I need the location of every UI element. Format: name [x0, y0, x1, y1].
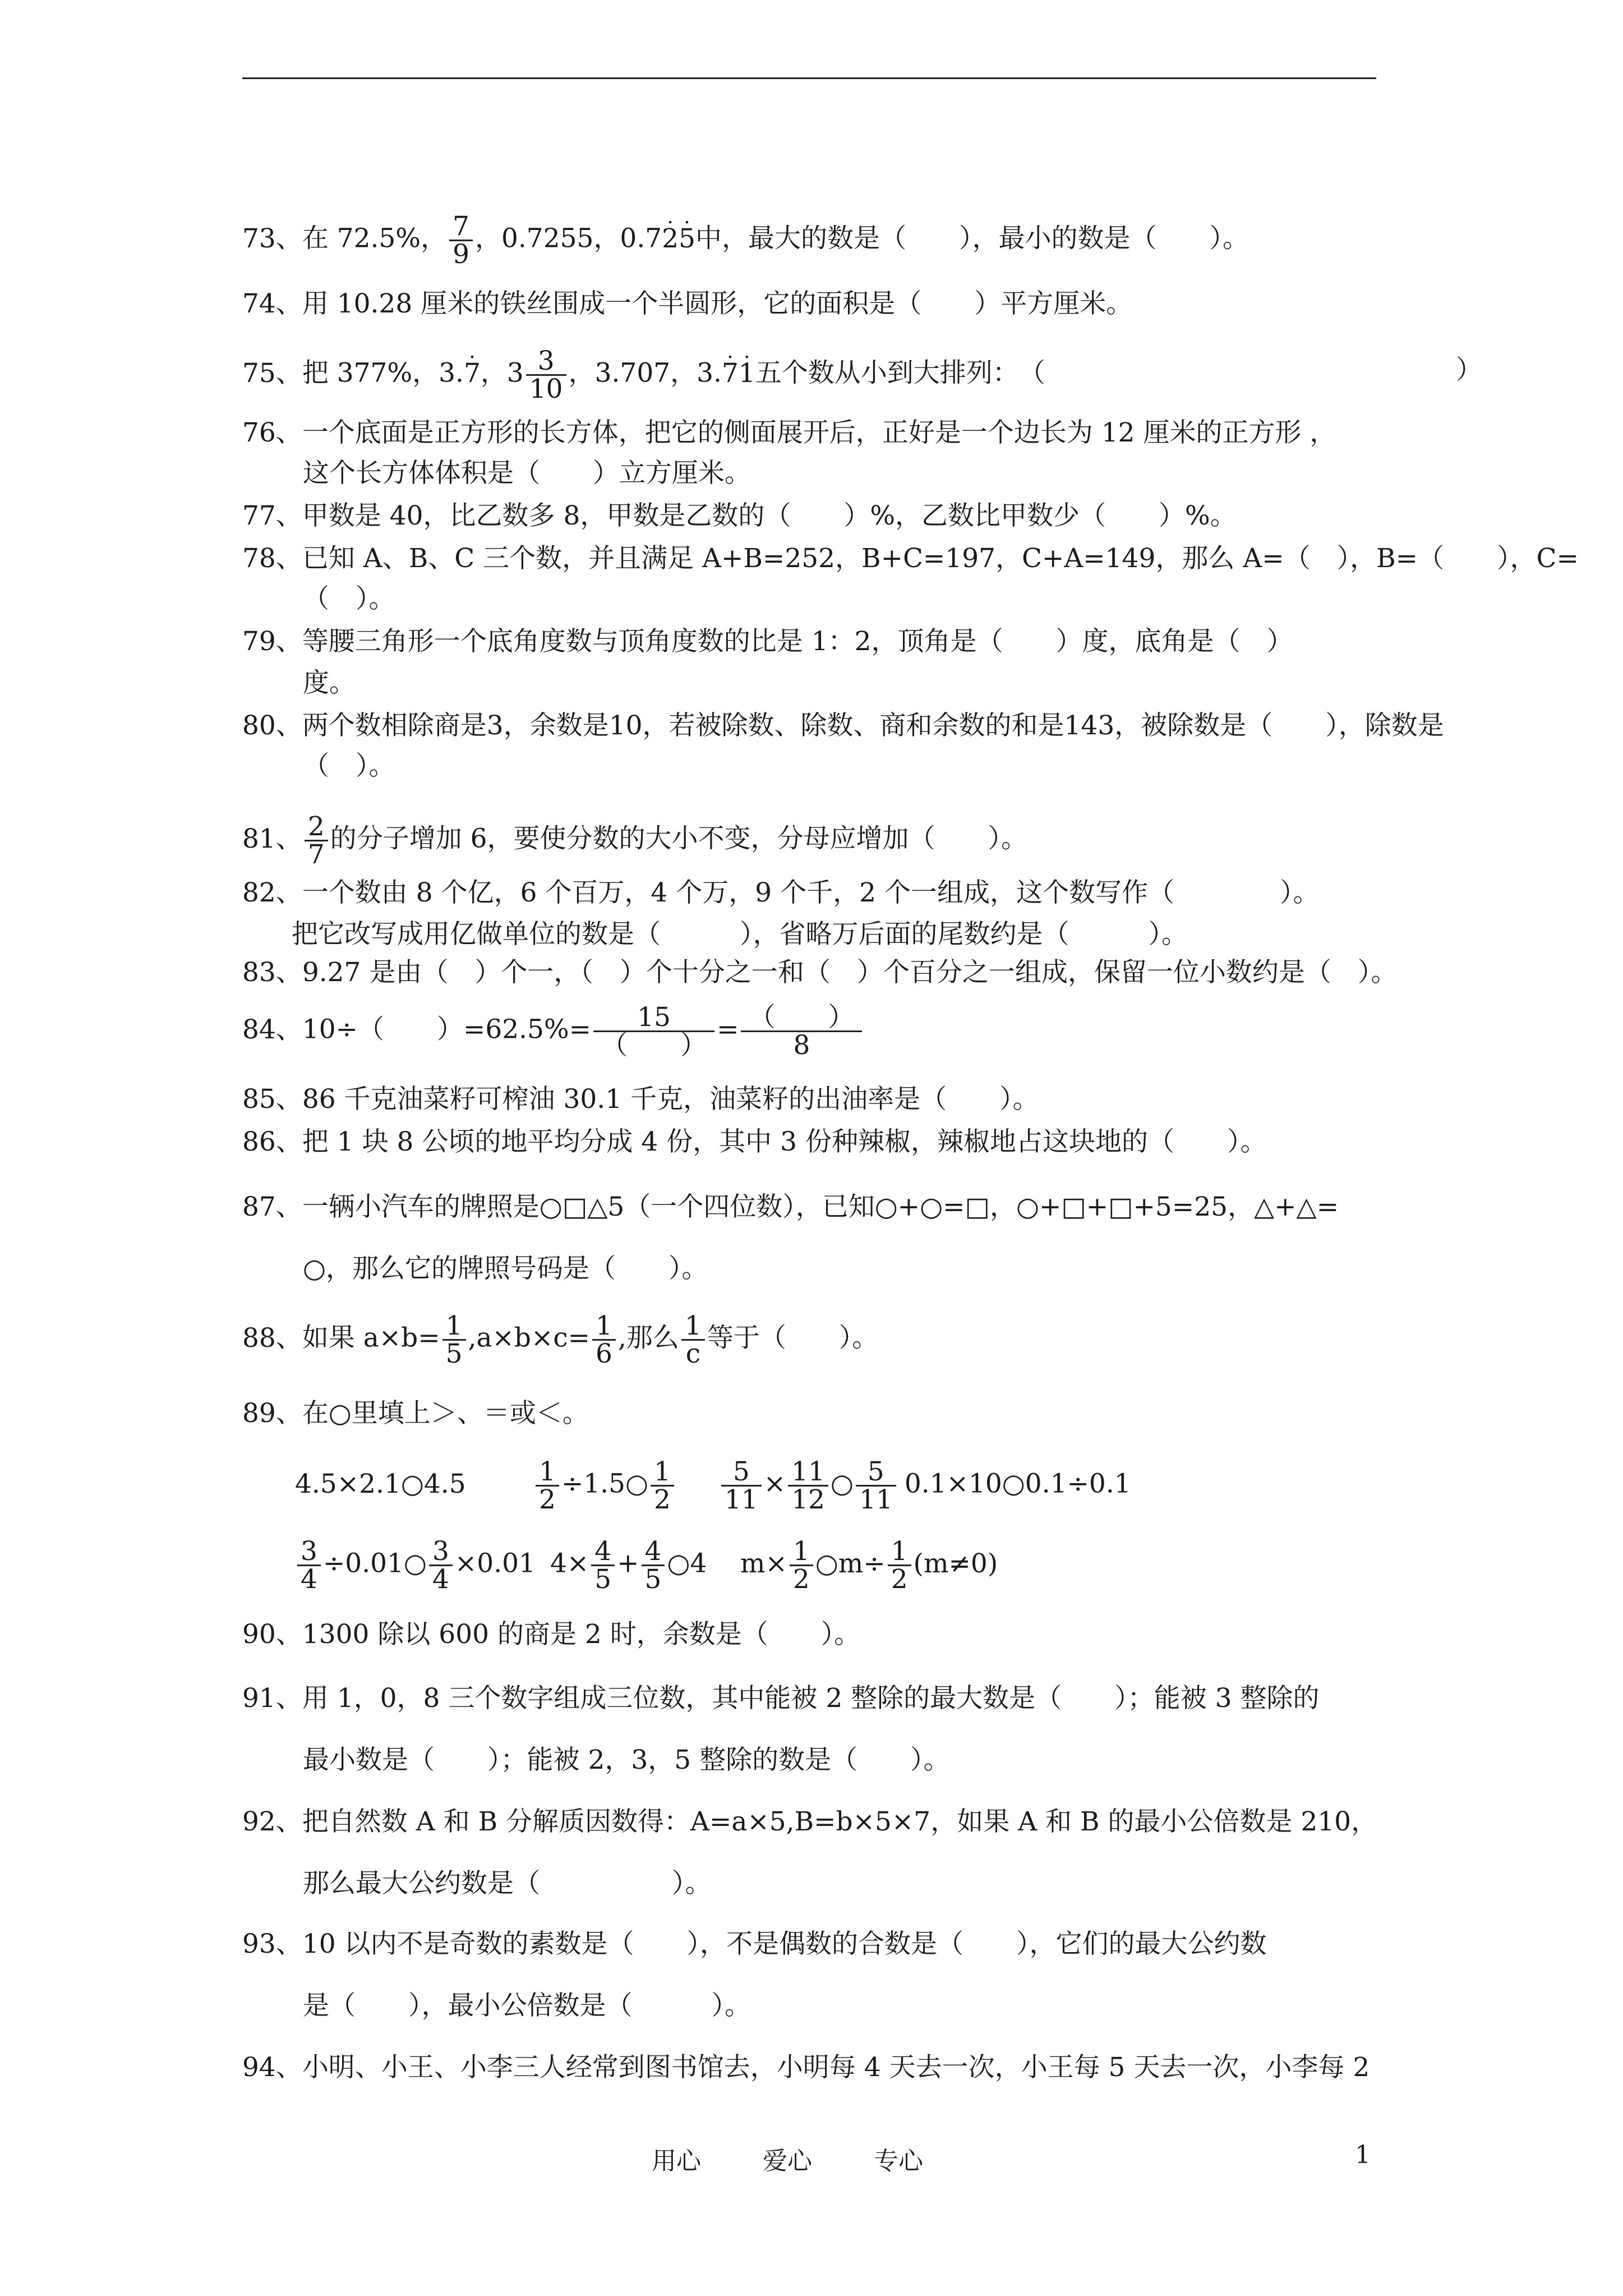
denominator: 6: [596, 1338, 612, 1369]
question-number: 79、: [242, 626, 302, 657]
question-87: [242, 1189, 1339, 1225]
question-number: 89、: [242, 1398, 302, 1429]
comparison-item: [295, 1538, 542, 1593]
footer-motto-3: 专心: [874, 2147, 923, 2175]
denominator: 12: [791, 1484, 825, 1515]
question-text: 中，最大的数是（ ），最小的数是（ ）。: [695, 223, 1249, 254]
fraction: [856, 1458, 896, 1513]
question-number: 91、: [242, 1683, 302, 1714]
question-78: [242, 541, 1579, 577]
numerator: 11: [788, 1458, 828, 1487]
question-83: [242, 955, 1397, 991]
numerator: （ ）: [741, 1004, 862, 1032]
fraction: [651, 1458, 674, 1513]
question-73: [242, 213, 1249, 268]
footer-motto-2: 爱心: [763, 2147, 812, 2175]
footer-motto-1: 用心: [652, 2147, 701, 2175]
question-91: [242, 1681, 1319, 1717]
question-82: [242, 875, 1319, 911]
numerator: 1: [536, 1458, 559, 1487]
denominator: （ ）: [601, 1030, 707, 1061]
question-93-cont: 是（ ），最小公倍数是（ ）。: [303, 1990, 751, 2021]
fraction: [536, 1458, 559, 1513]
question-80: [242, 708, 1444, 744]
question-78-cont: （ ）。: [303, 583, 395, 614]
numerator: 1: [888, 1538, 911, 1566]
numerator: 1: [651, 1458, 674, 1487]
comparison-item: 0.1×10○0.1÷0.1: [904, 1468, 1131, 1499]
question-text: 如果 a×b=: [302, 1322, 440, 1354]
question-number: 88、: [242, 1322, 302, 1354]
question-text: ,a×b×c=: [468, 1322, 591, 1354]
repeating-digit: · 5: [679, 221, 695, 257]
denominator: 5: [594, 1564, 612, 1595]
fraction: [526, 348, 566, 402]
question-number: 78、: [242, 543, 302, 574]
question-text: 已知 A、B、C 三个数，并且满足 A+B=252，B+C=197，C+A=149，那么 A=（ ），B=（ ），C=: [302, 543, 1579, 574]
comparison-row-2: [295, 1538, 998, 1593]
denominator: 4: [432, 1564, 449, 1595]
question-text: 86 千克油菜籽可榨油 30.1 千克，油菜籽的出油率是（ ）。: [302, 1084, 1039, 1115]
repeating-digit: · 1: [739, 356, 755, 392]
header-rule: [242, 77, 1376, 79]
question-94: [242, 2050, 1370, 2086]
repeating-digit: · 2: [662, 221, 679, 257]
fraction: [721, 1458, 762, 1513]
question-text: +: [617, 1548, 639, 1579]
question-text: 一个底面是正方形的长方体，把它的侧面展开后，正好是一个边长为 12 厘米的正方形 ，: [302, 417, 1336, 448]
fraction: [592, 1310, 616, 1369]
numerator: 3: [297, 1538, 321, 1566]
question-82-cont: 把它改写成用亿做单位的数是（ ），省略万后面的尾数约是（ ）。: [292, 919, 1188, 950]
question-text: ，0.7255，0.7: [474, 223, 662, 254]
question-number: 82、: [242, 877, 302, 908]
question-text: 等于（ ）。: [707, 1322, 879, 1354]
numerator: 3: [429, 1538, 453, 1566]
denominator: 2: [538, 1484, 556, 1515]
question-text: 1300 除以 600 的商是 2 时，余数是（ ）。: [302, 1619, 861, 1650]
numerator: 1: [592, 1313, 616, 1341]
denominator: c: [685, 1338, 701, 1369]
question-number: 81、: [242, 823, 302, 854]
question-text: 10÷（ ）=62.5%=: [302, 1014, 592, 1045]
question-79: [242, 624, 1293, 660]
fraction: [305, 813, 328, 868]
numerator: 1: [442, 1313, 466, 1341]
question-number: 84、: [242, 1014, 302, 1045]
question-text: 等腰三角形一个底角度数与顶角度数的比是 1：2，顶角是（ ）度，底角是（ ）: [302, 626, 1293, 657]
question-number: 83、: [242, 957, 302, 988]
question-number: 73、: [242, 223, 302, 254]
question-text: m×: [740, 1548, 787, 1579]
question-92-cont: 那么最大公约数是（ ）。: [303, 1868, 712, 1899]
question-number: 75、: [242, 357, 302, 389]
comparison-item: [533, 1458, 711, 1513]
question-89: [242, 1396, 589, 1432]
question-number: 85、: [242, 1084, 302, 1115]
question-text: 把 1 块 8 公顷的地平均分成 4 份，其中 3 份种辣椒，辣椒地占这块地的（ ）。: [302, 1126, 1267, 1157]
question-text: ×: [763, 1468, 786, 1499]
question-text: ○: [830, 1468, 854, 1499]
question-90: [242, 1617, 860, 1653]
denominator: 11: [859, 1484, 893, 1515]
question-79-cont: 度。: [303, 668, 356, 698]
repeating-digit: · 7: [464, 356, 481, 392]
comparison-item: [740, 1536, 998, 1595]
question-92: [242, 1804, 1377, 1840]
question-number: 74、: [242, 288, 302, 319]
repeating-digit: · 7: [722, 356, 739, 392]
numerator: 7: [449, 213, 473, 241]
denominator: 11: [724, 1484, 758, 1515]
question-85: [242, 1082, 1039, 1117]
question-text: 用 1，0，8 三个数字组成三位数，其中能被 2 整除的最大数是（ ）；能被 3 整除的: [302, 1683, 1320, 1714]
footer-motto: [652, 2141, 923, 2177]
comparison-item: [719, 1458, 896, 1513]
numerator: 1: [790, 1538, 813, 1566]
fraction: [642, 1538, 665, 1593]
page-number: 1: [1355, 2141, 1371, 2169]
question-81: [242, 813, 1027, 868]
fraction: [591, 1538, 615, 1593]
question-text: 9.27 是由（ ）个一，（ ）个十分之一和（ ）个百分之一组成，保留一位小数约是（ ）。: [302, 957, 1398, 988]
question-93: [242, 1926, 1267, 1962]
question-74: [242, 286, 1132, 322]
question-88: [242, 1310, 879, 1369]
question-text: ,那么: [617, 1322, 679, 1354]
denominator: 2: [654, 1484, 671, 1515]
question-number: 90、: [242, 1619, 302, 1650]
question-number: 94、: [242, 2052, 302, 2083]
numerator: 5: [721, 1458, 762, 1487]
numerator: 4: [642, 1538, 665, 1566]
denominator: 9: [453, 239, 469, 270]
question-number: 80、: [242, 710, 302, 741]
numerator: 1: [681, 1313, 705, 1341]
question-text: 在 72.5%，: [302, 223, 448, 254]
question-84: [242, 1004, 864, 1059]
question-text: 小明、小王、小李三人经常到图书馆去，小明每 4 天去一次，小王每 5 天去一次，小李每 2: [302, 2052, 1370, 2083]
question-text: 一辆小汽车的牌照是○□△5（一个四位数），已知○+○=□，○+□+□+5=25，△+△=: [302, 1191, 1339, 1222]
question-87-cont: ○，那么它的牌照号码是（ ）。: [303, 1253, 708, 1284]
question-number: 77、: [242, 500, 302, 531]
numerator: 4: [591, 1538, 615, 1566]
question-text: 的分子增加 6，要使分数的大小不变，分母应增加（ ）。: [330, 823, 1028, 854]
question-text: 把自然数 A 和 B 分解质因数得：A=a×5,B=b×5×7，如果 A 和 B 的最小公倍数是 210，: [302, 1806, 1378, 1837]
question-text: 五个数从小到大排列： （: [755, 357, 1045, 389]
question-text: =: [717, 1014, 739, 1045]
question-86: [242, 1124, 1266, 1160]
fraction: [741, 1004, 862, 1059]
question-75: [242, 348, 1045, 402]
question-text: ，3: [480, 357, 524, 389]
question-text: 10 以内不是奇数的素数是（ ），不是偶数的合数是（ ），它们的最大公约数: [302, 1929, 1267, 1959]
question-number: 76、: [242, 417, 302, 448]
question-text: 把 377%，3.: [302, 357, 464, 389]
question-number: 92、: [242, 1806, 302, 1837]
question-76-cont: 这个长方体体积是（ ）立方厘米。: [303, 458, 751, 489]
answer-bracket-close: ）: [1456, 355, 1482, 385]
denominator: 7: [307, 839, 325, 870]
fraction: [297, 1538, 321, 1593]
denominator: 2: [792, 1564, 810, 1595]
question-number: 86、: [242, 1126, 302, 1157]
question-80-cont: （ ）。: [303, 751, 395, 781]
fraction: [442, 1310, 466, 1369]
question-77: [242, 498, 1237, 534]
fraction: [888, 1538, 911, 1593]
question-text: (m≠0): [913, 1548, 998, 1579]
question-number: 93、: [242, 1929, 302, 1959]
denominator: 4: [301, 1564, 317, 1595]
question-text: 两个数相除商是3，余数是10，若被除数、除数、商和余数的和是143，被除数是（ ），除数是: [302, 710, 1444, 741]
denominator: 8: [793, 1030, 810, 1061]
comparison-item: [550, 1538, 732, 1593]
comparison-row-1: [295, 1458, 1131, 1513]
denominator: 2: [891, 1564, 908, 1595]
fraction: [449, 213, 473, 268]
comparison-item: 4.5×2.1○4.5: [295, 1468, 466, 1499]
numerator: 15: [593, 1004, 714, 1032]
question-text: ÷1.5○: [561, 1468, 648, 1499]
question-text: ，3.707，3.: [568, 357, 722, 389]
numerator: 5: [856, 1458, 896, 1487]
numerator: 2: [305, 813, 328, 841]
question-text: ○4: [667, 1548, 707, 1579]
denominator: 10: [529, 374, 563, 404]
question-text: ×0.01: [454, 1548, 536, 1579]
fraction: [429, 1538, 453, 1593]
question-text: 4×: [550, 1548, 589, 1579]
denominator: 5: [445, 1338, 463, 1369]
question-text: 甲数是 40，比乙数多 8，甲数是乙数的（ ）%，乙数比甲数少（ ）%。: [302, 500, 1237, 531]
question-91-cont: 最小数是（ ）；能被 2，3，5 整除的数是（ ）。: [303, 1745, 950, 1775]
question-text: ÷0.01○: [322, 1548, 427, 1579]
fraction: [790, 1538, 813, 1593]
fraction: [681, 1310, 705, 1369]
question-text: ○m÷: [815, 1548, 886, 1579]
question-text: 在○里填上＞、＝或＜。: [302, 1398, 589, 1429]
fraction: [593, 1004, 714, 1059]
fraction: [788, 1458, 828, 1513]
numerator: 3: [526, 348, 566, 376]
denominator: 5: [644, 1564, 662, 1595]
question-text: 用 10.28 厘米的铁丝围成一个半圆形，它的面积是（ ）平方厘米。: [302, 288, 1133, 319]
question-number: 87、: [242, 1191, 302, 1222]
question-76: [242, 415, 1336, 451]
question-text: 一个数由 8 个亿，6 个百万，4 个万，9 个千，2 个一组成，这个数写作（ ）。: [302, 877, 1320, 908]
